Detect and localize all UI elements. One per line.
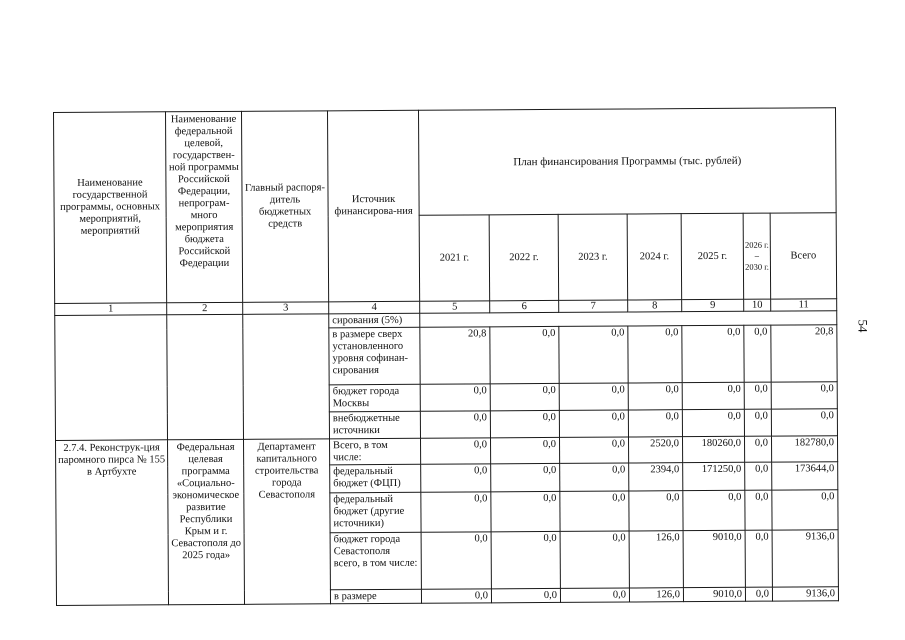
column-number: 4 [329, 301, 420, 314]
program-name-cell: 2.7.4. Реконструк-ция паромного пирса № 155 в Артбухте [56, 440, 169, 606]
header-plan: План финансирования Программы (тыс. рублей) [418, 108, 836, 216]
empty-program-cell [55, 315, 168, 441]
source-cell: внебюджетные источники [329, 411, 420, 439]
empty-federal-program-cell [167, 314, 244, 439]
header-federal-program: Наименование федеральной целевой, государствен-ной программы Российской Федерации, непрограм-много мероприятия бюджета Российской Федерации [166, 111, 243, 302]
source-cell: в размере [330, 589, 421, 604]
value-cell: 0,0 [629, 491, 683, 531]
source-cell: Всего, в том числе: [330, 438, 421, 465]
value-cell: 0,0 [420, 438, 490, 464]
value-cell: 0,0 [682, 409, 744, 436]
value-cell: 0,0 [682, 325, 744, 382]
value-cell: 9136,0 [772, 530, 838, 587]
value-cell: 171250,0 [683, 462, 745, 490]
value-cell: 0,0 [559, 437, 628, 463]
header-total: Всего [770, 213, 837, 299]
header-manager: Главный распоря-дитель бюджетных средств [241, 111, 328, 303]
value-cell: 0,0 [628, 383, 682, 410]
value-cell: 0,0 [683, 490, 745, 530]
value-cell: 9010,0 [683, 530, 745, 587]
empty-manager-cell [243, 314, 330, 440]
header-program: Наименование государственной программы, основных мероприятий, мероприятий [54, 112, 167, 304]
federal-program-name-cell: Федеральная целевая программа «Социально-экономическое развитие Республики Крым и г. Севастополя до 2025 года» [168, 439, 245, 604]
value-cell: 20,8 [420, 327, 490, 384]
value-cell: 0,0 [560, 531, 629, 588]
value-cell: 0,0 [682, 382, 744, 409]
header-year-2021: 2021 г. [419, 215, 490, 301]
column-number: 8 [628, 300, 682, 312]
source-cell: в размере сверх установленного уровня софинан-сирования [329, 327, 420, 385]
source-cell: бюджет города Москвы [329, 384, 420, 412]
column-number: 3 [243, 302, 329, 315]
value-cell: 0,0 [560, 491, 629, 531]
manager-name-cell: Департамент капитального строительства города Севастополя [244, 439, 331, 605]
value-cell: 0,0 [560, 463, 629, 491]
source-cell: сирования (5%) [329, 313, 420, 328]
value-cell: 0,0 [421, 589, 491, 603]
header-year-2024: 2024 г. [627, 214, 682, 300]
value-cell: 0,0 [421, 464, 491, 492]
header-year-range [743, 213, 771, 299]
value-cell: 9010,0 [683, 587, 745, 601]
value-cell: 0,0 [745, 530, 772, 587]
source-cell: федеральный бюджет (другие источники) [330, 492, 421, 533]
value-cell: 0,0 [628, 326, 682, 383]
column-number: 6 [490, 300, 559, 312]
value-cell: 0,0 [744, 382, 771, 409]
column-number: 5 [420, 301, 490, 313]
value-cell: 0,0 [490, 437, 559, 463]
column-number: 9 [682, 299, 744, 311]
header-year-2025: 2025 г. [681, 213, 744, 299]
header-year-range-dash: – [754, 250, 760, 261]
value-cell: 126,0 [629, 588, 683, 602]
value-cell: 0,0 [421, 532, 491, 589]
value-cell: 9136,0 [772, 587, 838, 601]
value-cell: 0,0 [491, 463, 560, 491]
value-cell: 0,0 [745, 490, 772, 530]
value-cell: 0,0 [559, 410, 628, 437]
value-cell: 0,0 [420, 384, 490, 411]
column-number: 11 [771, 299, 837, 311]
value-cell: 0,0 [771, 409, 837, 436]
value-cell: 0,0 [744, 409, 771, 436]
value-cell: 173644,0 [772, 462, 838, 490]
header-year-2023: 2023 г. [558, 214, 628, 300]
header-year-range-bottom: 2030 г. [745, 261, 769, 272]
financing-table [53, 107, 839, 606]
value-cell: 2520,0 [628, 437, 682, 463]
value-cell: 180260,0 [682, 436, 744, 462]
value-cell: 0,0 [490, 410, 559, 437]
value-cell: 0,0 [559, 326, 628, 383]
value-cell: 0,0 [628, 410, 682, 437]
column-number: 2 [167, 302, 243, 314]
value-cell: 0,0 [490, 326, 559, 383]
value-cell: 0,0 [771, 382, 837, 409]
value-cell: 0,0 [491, 491, 560, 531]
value-cell: 126,0 [629, 531, 683, 588]
value-cell: 0,0 [559, 383, 628, 410]
column-number: 1 [55, 303, 167, 316]
header-source: Источник финансирова-ния [327, 110, 419, 302]
value-cell: 0,0 [420, 411, 490, 438]
value-cell: 0,0 [560, 588, 629, 602]
value-cell: 0,0 [744, 325, 771, 382]
value-cell: 0,0 [491, 531, 560, 588]
source-cell: бюджет города Севастополя всего, в том числе: [330, 532, 421, 590]
column-number: 10 [744, 299, 771, 311]
source-cell: федеральный бюджет (ФЦП) [330, 464, 421, 493]
value-cell: 0,0 [772, 490, 838, 530]
value-cell: 0,0 [421, 492, 491, 532]
value-cell: 0,0 [744, 436, 771, 462]
value-cell: 0,0 [745, 587, 772, 601]
column-number: 7 [559, 300, 628, 312]
header-year-range-top: 2026 г. [744, 239, 769, 250]
value-cell: 20,8 [771, 325, 837, 382]
value-cell: 0,0 [745, 462, 772, 490]
header-year-2022: 2022 г. [489, 214, 559, 300]
value-cell: 2394,0 [629, 463, 683, 491]
value-cell: 0,0 [491, 588, 560, 602]
value-cell: 182780,0 [771, 436, 837, 462]
page-number: 54 [855, 319, 871, 333]
value-cell: 0,0 [490, 383, 559, 410]
